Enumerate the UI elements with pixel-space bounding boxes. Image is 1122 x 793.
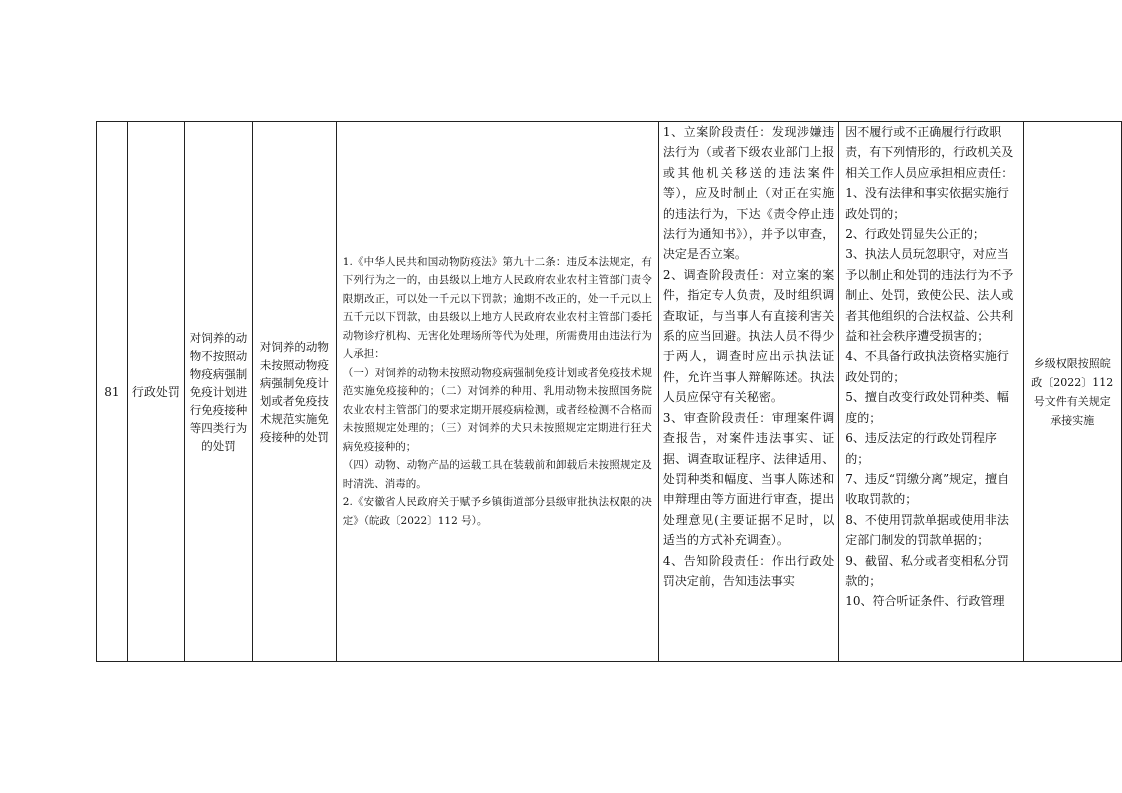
legal-basis-cell — [336, 122, 658, 662]
list-item: 2、行政处罚显失公正的； — [845, 227, 985, 242]
basis-paragraph: 2.《安徽省人民政府关于赋予乡镇街道部分县级审批执法权限的决定》（皖政〔2022〕112 号）。 — [342, 496, 652, 527]
list-item: 3、执法人员玩忽职守，对应当予以制止和处罚的违法行为不予制止、处罚，致使公民、法人或者其他组织的合法权益、公共利益和社会秩序遭受损害的； — [845, 247, 1014, 344]
responsibility-paragraph: 3、审查阶段责任：审理案件调查报告，对案件违法事实、证据、调查取证程序、法律适用、处罚种类和幅度、当事人陈述和申辩理由等方面进行审查，提出处理意见(主要证据不足时，以适当的方式补充调查）。 — [662, 410, 835, 548]
list-item: 因不履行或不正确履行行政职责，有下列情形的，行政机关及相关工作人员应承担相应责任： — [845, 125, 1014, 180]
responsibility-cell — [658, 122, 838, 662]
basis-paragraph: 1.《中华人民共和国动物防疫法》第九十二条：违反本法规定，有下列行为之一的，由县级以上地方人民政府农业农村主管部门责令限期改正，可以处一千元以下罚款；逾期不改正的，处一千元以上五千元以下罚款，由县级以上地方人民政府农业农村主管部门委托动物诊疗机构、无害化处理场所等代为处理，所需费用由违法行为人承担： — [342, 255, 652, 361]
item-name-cell: 对饲养的动物不按照动物疫病强制免疫计划进行免疫接种等四类行为的处罚 — [185, 122, 253, 662]
category-cell: 行政处罚 — [127, 122, 184, 662]
list-item: 8、不使用罚款单据或使用非法定部门制发的罚款单据的； — [845, 512, 1009, 548]
list-item: 4、不具备行政执法资格实施行政处罚的； — [845, 349, 1009, 384]
list-item: 1、没有法律和事实依据实施行政处罚的； — [845, 186, 1009, 221]
sub-item-cell: 对饲养的动物未按照动物疫病强制免疫计划或者免疫技术规范实施免疫接种的处罚 — [253, 122, 337, 662]
remark-cell: 乡级权限按照皖政〔2022〕112号文件有关规定承接实施 — [1023, 122, 1121, 662]
accountability-list — [845, 122, 1016, 612]
list-item: 10、符合听证条件、行政管理 — [845, 594, 1005, 609]
responsibility-paragraph: 4、告知阶段责任：作出行政处罚决定前，告知违法事实 — [662, 553, 835, 588]
seq-cell: 81 — [97, 122, 128, 662]
list-item: 5、擅自改变行政处罚种类、幅度的； — [845, 390, 1009, 425]
accountability-cell — [839, 122, 1023, 662]
list-item: 7、违反“罚缴分离”规定，擅自收取罚款的； — [845, 471, 1010, 507]
responsibility-paragraph: 2、调查阶段责任：对立案的案件，指定专人负责，及时组织调查取证，与当事人有直接利害关系的应当回避。执法人员不得少于两人，调查时应出示执法证件，允许当事人辩解陈述。执法人员应保守有关秘密。 — [662, 267, 835, 405]
responsibility-paragraph: 1、立案阶段责任：发现涉嫌违法行为（或者下级农业部门上报或其他机关移送的违法案件等），应及时制止（对正在实施的违法行为，下达《责令停止违法行为通知书》），并予以审查，决定是否立案。 — [662, 125, 835, 262]
table-row — [97, 122, 1122, 662]
list-item: 9、截留、私分或者变相私分罚款的； — [845, 553, 1009, 588]
basis-paragraph: （一）对饲养的动物未按照动物疫病强制免疫计划或者免疫技术规范实施免疫接种的；（二）对饲养的种用、乳用动物未按照国务院农业农村主管部门的要求定期开展疫病检测，或者经检测不合格而未按照规定处理的；（三）对饲养的犬只未按照规定定期进行狂犬病免疫接种的； — [342, 366, 652, 453]
list-item: 6、违反法定的行政处罚程序的； — [845, 431, 997, 466]
power-list-table — [96, 121, 1122, 662]
basis-paragraph: （四）动物、动物产品的运载工具在装载前和卸载后未按照规定及时清洗、消毒的。 — [342, 459, 652, 490]
